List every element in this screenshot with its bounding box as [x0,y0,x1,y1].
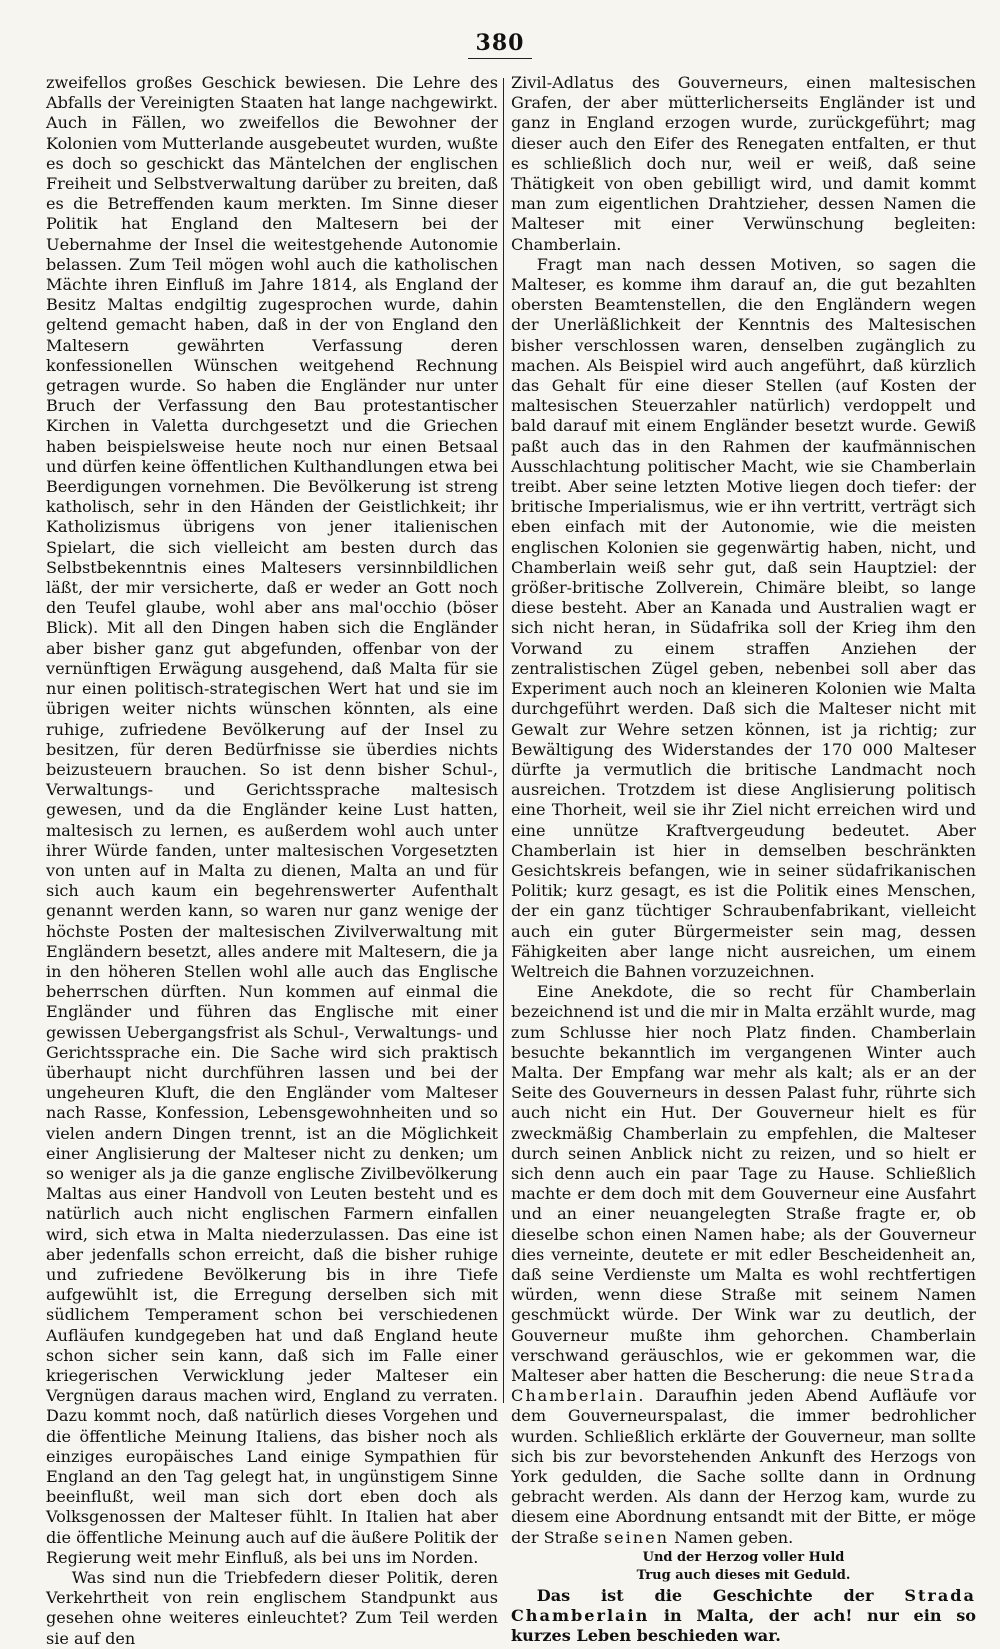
right-column [511,73,977,1646]
left-column [46,73,498,1648]
left-paragraph-1: zweifellos großes Geschick bewiesen. Die Lehre des Abfalls der Vereinigten Staaten hat lange nachgewirkt. Auch in Fällen, wo zweifellos die Bewohner der Kolonien vom Mutterlande ausgebeutet wurden, wußte es doch so geschickt das Mäntelchen der englischen Freiheit und Selbstverwaltung darüber zu breiten, daß es die Betreffenden kaum merkten. Im Sinne dieser Politik hat England den Maltesern bei der Uebernahme der Insel die weitestgehende Autonomie belassen. Zum Teil mögen wohl auch die katholischen Mächte ihren Einfluß im Jahre 1814, als England der Besitz Maltas endgiltig zugesprochen wurde, dahin geltend gemacht haben, daß in der von England den Maltesern gewährten Verfassung deren konfessionellen Wünschen weitgehend Rechnung getragen wurde. So haben die Engländer nur unter Bruch der Verfassung den Bau protestantischer Kirchen in Valetta durchgesetzt und die Griechen haben beispielsweise heute noch nur einen Betsaal und dürfen keine öffentlichen Kulthandlungen etwa bei Beerdigungen vornehmen. Die Bevölkerung ist streng katholisch, sehr in den Händen der Geistlichkeit; ihr Katholizismus übrigens von jener italienischen Spielart, die sich vielleicht am besten durch das Selbstbekenntnis eines Maltesers versinnbildlichen läßt, der mir versicherte, daß er weder an Gott noch den Teufel glaube, wohl aber ans mal'occhio (böser Blick). Mit all den Dingen haben sich die Engländer aber bisher ganz gut abgefunden, offenbar von der vernünftigen Erwägung ausgehend, daß Malta für sie nur einen politisch-strategischen Wert hat und sie im übrigen weiter nichts wünschen könnten, als eine ruhige, zufriedene Bevölkerung auf der Insel zu besitzen, für deren Bedürfnisse sie überdies nichts beizusteuern brauchen. So ist denn bisher Schul-, Verwaltungs- und Gerichtssprache maltesisch gewesen, und da die Engländer keine Lust hatten, maltesisch zu lernen, es außerdem wohl auch unter ihrer Würde fanden, unter maltesischen Vorgesetzten von unten auf in Malta zu dienen, Malta an und für sich auch kaum ein begehrenswerter Aufenthalt genannt werden kann, so waren nur ganz wenige der höchste Posten der maltesischen Zivilverwaltung mit Engländern besetzt, alles andere mit Maltesern, die ja in den höheren Stellen wohl alle auch das Englische beherrschen dürften. Nun kommen auf einmal die Engländer und führen das Englische mit einer gewissen Uebergangsfrist als Schul-, Verwaltungs- und Gerichtssprache ein. Die Sache wird sich praktisch überhaupt nicht durchführen lassen und bei der ungeheuren Kluft, die den Engländer vom Malteser nach Rasse, Konfession, Lebensgewohnheiten und so vielen andern Dingen trennt, ist an die Möglichkeit einer Anglisierung der Malteser nicht zu denken; um so weniger als ja die ganze englische Zivilbevölkerung Maltas aus einer Handvoll von Leuten besteht und es natürlich auch nicht englischen Farmern einfallen wird, sich etwa in Malta niederzulassen. Das eine ist aber jedenfalls schon erreicht, daß die bisher ruhige und zufriedene Bevölkerung bis in ihre Tiefe aufgewühlt ist, die Erregung derselben sich mit südlichem Temperament schon bei verschiedenen Aufläufen kundgegeben hat und daß England heute schon sicher sein kann, daß sich im Falle einer kriegerischen Verwicklung jeder Malteser ein Vergnügen daraus machen wird, England zu verraten. Dazu kommt noch, daß natürlich dieses Vorgehen und die öffentliche Meinung Italiens, das bisher noch als einziges europäisches Land einige Sympathien für England an den Tag gelegt hat, in ungünstigem Sinne beeinflußt, weil man sich dort eben doch als Volksgenossen der Malteser fühlt. In Italien hat aber die öffentliche Meinung auch auf die äußere Politik der Regierung weit mehr Einfluß, als bei uns im Norden. [46,73,498,1567]
right-paragraph-3 [511,982,976,1548]
emphasis-seinen: seinen [603,1527,670,1547]
right-paragraph-2: Fragt man nach dessen Motiven, so sagen die Malteser, es komme ihm darauf an, die gut bezahlten obersten Beamtenstellen, die den Engländern wegen der Unerläßlichkeit der Kenntnis des Maltesischen bisher verschlossen waren, denselben zugänglich zu machen. Als Beispiel wird auch angeführt, daß kürzlich das Gehalt für eine dieser Stellen (auf Kosten der maltesischen Steuerzahler natürlich) verdoppelt und bald darauf mit einem Engländer besetzt wurde. Gewiß paßt auch das in den Rahmen der kaufmännischen Ausschlachtung politischer Macht, wie sie Chamberlain treibt. Aber seine letzten Motive liegen doch tiefer: der britische Imperialismus, wie er ihn vertritt, verträgt sich eben einfach mit der Autonomie, wie die meisten englischen Kolonien sie gegenwärtig haben, nicht, und Chamberlain weiß sehr gut, daß sein Hauptziel: der größer-britische Zollverein, Chimäre bleibt, so lange diese besteht. Aber an Kanada und Australien wagt er sich nicht heran, in Südafrika soll der Krieg ihm den Vorwand zu einem straffen Anziehen der zentralistischen Zügel geben, nebenbei soll aber das Experiment auch noch an kleineren Kolonien wie Malta durchgeführt werden. Daß sich die Malteser nicht mit Gewalt zur Wehre setzen können, ist ja richtig; zur Bewältigung des Widerstandes der 170 000 Malteser dürfte ja vermutlich die britische Landmacht noch ausreichen. Trotzdem ist diese Anglisierung politisch eine Thorheit, weil sie ihr Ziel nicht erreichen wird und eine unnütze Kraftvergeudung bedeutet. Aber Chamberlain ist hier in demselben beschränkten Gesichtskreis befangen, wie in seiner südafrikanischen Politik; kurz gesagt, es ist die Politik eines Menschen, der ein ganz tüchtiger Schraubenfabrikant, vielleicht auch ein guter Bürgermeister sein mag, dessen Fähigkeiten aber lange nicht ausreichen, um einem Weltreich die Bahnen vorzuzeichnen. [511,254,976,981]
closing-text: Das ist die Geschichte der [536,1585,874,1605]
closing-paragraph [511,1586,976,1647]
street-name: Strada Chamberlain [511,1366,977,1406]
closing-street-name: Strada Chamberlain [511,1585,976,1626]
left-paragraph-2: Was sind nun die Triebfedern dieser Politik, deren Verkehrtheit von rein englischem Standpunkt aus gesehen ohne weiteres einleuchtet? Zum Teil werden sie auf den [46,1568,498,1648]
verse-line-1: Und der Herzog voller Huld [642,1549,845,1565]
anecdote-text-cont: . Daraufhin jeden Abend Aufläufe vor dem Gouverneurspalast, die immer bedrohlicher wurden. Schließlich erklärte der Gouverneur, man sollte sich bis zur bevorstehenden Ankunft des Herzogs von York gedulden, die Sache sollte dann in Ordnung gebracht werden. Als dann der Herzog kam, wurde zu diesem eine Abordnung entsandt mit der Bitte, er möge der Straße [511,1386,976,1547]
verse-line-2: Trug auch dieses mit Geduld. [636,1567,851,1583]
page-number: 380 [475,30,525,56]
right-paragraph-1: Zivil-Adlatus des Gouverneurs, einen maltesischen Grafen, der aber mütterlicherseits Engländer ist und ganz in England erzogen wurde, zurückgeführt; mag dieser auch den Eifer des Renegaten entfalten, er thut es schließlich doch nur, weil er weiß, daß seine Thätigkeit von oben gebilligt wird, und damit kommt man zum eigentlichen Drahtzieher, dessen Namen die Malteser mit einer Verwünschung begleiten: Chamberlain. [511,73,976,254]
closing-text-end: in Malta, der ach! nur ein so kurzes Leben beschieden war. [511,1606,976,1646]
column-divider [503,78,504,1403]
anecdote-text-end: Namen geben. [674,1527,794,1547]
anecdote-text: Eine Anekdote, die so recht für Chamberlain bezeichnend ist und die mir in Malta erzählt wurde, mag zum Schlusse hier noch Platz finden. Chamberlain besuchte bekanntlich im vergangenen Winter auch Malta. Der Empfang war mehr als kalt; als er an der Seite des Gouverneurs in dessen Palast fuhr, rührte sich auch nicht ein Hut. Der Gouverneur hielt es für zweckmäßig Chamberlain zu empfehlen, die Malteser durch seinen Anblick nicht zu reizen, und so hielt er sich denn auch ein paar Tage zu Hause. Schließlich machte er dem doch mit dem Gouverneur eine Ausfahrt und an einer neuangelegten Straße fragte er, ob dieselbe schon einen Namen habe; als der Gouverneur dies verneinte, deutete er mit edler Bescheidenheit an, daß seine Verdienste um Malta es wohl rechtfertigen würden, wenn diese Straße mit seinem Namen geschmückt würde. Der Wink war zu deutlich, der Gouverneur mußte ihm gehorchen. Chamberlain verschwand geräuschlos, wie er gekommen war, die Malteser aber hatten die Bescherung: die neue [511,982,976,1385]
page-number-rule [468,58,532,59]
